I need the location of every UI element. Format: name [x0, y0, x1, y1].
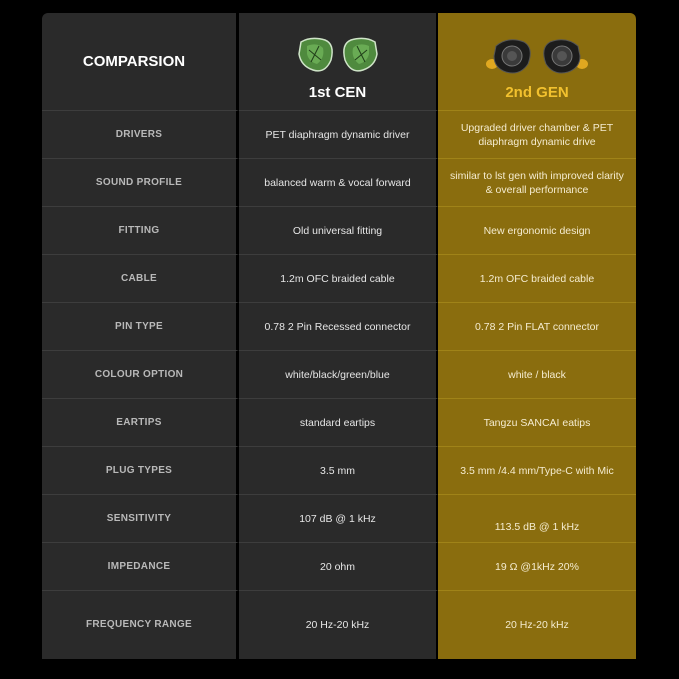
row-label-plug-types: PLUG TYPES — [42, 447, 239, 495]
gen1-sensitivity: 107 dB @ 1 kHz — [239, 495, 438, 543]
row-label-cable: CABLE — [42, 255, 239, 303]
row-label-impedance: IMPEDANCE — [42, 543, 239, 591]
row-label-sensitivity: SENSITIVITY — [42, 495, 239, 543]
gen2-sensitivity: 113.5 dB @ 1 kHz — [438, 495, 636, 543]
gen1-colour-option: white/black/green/blue — [239, 351, 438, 399]
table-title-text: COMPARSION — [82, 52, 186, 70]
gen1-cable: 1.2m OFC braided cable — [239, 255, 438, 303]
gen1-impedance: 20 ohm — [239, 543, 438, 591]
gen2-pin-type: 0.78 2 Pin FLAT connector — [438, 303, 636, 351]
gen1-drivers: PET diaphragm dynamic driver — [239, 111, 438, 159]
gen2-colour-option: white / black — [438, 351, 636, 399]
gen2-drivers: Upgraded driver chamber & PET diaphragm dynamic drive — [438, 111, 636, 159]
gen2-frequency-range: 20 Hz-20 kHz — [438, 591, 636, 659]
row-label-pin-type: PIN TYPE — [42, 303, 239, 351]
table-title — [42, 13, 239, 111]
gen2-header — [438, 13, 636, 111]
gen1-eartips: standard eartips — [239, 399, 438, 447]
gen2-cable: 1.2m OFC braided cable — [438, 255, 636, 303]
green-earphones-icon — [295, 34, 381, 78]
gen2-fitting: New ergonomic design — [438, 207, 636, 255]
row-label-colour-option: COLOUR OPTION — [42, 351, 239, 399]
gen1-pin-type: 0.78 2 Pin Recessed connector — [239, 303, 438, 351]
gen2-sound-profile: similar to lst gen with improved clarity & overall performance — [438, 159, 636, 207]
row-label-drivers: DRIVERS — [42, 111, 239, 159]
gen1-plug-types: 3.5 mm — [239, 447, 438, 495]
gen2-title: 2nd GEN — [505, 84, 569, 101]
gen1-title: 1st CEN — [308, 84, 367, 101]
gen1-sound-profile: balanced warm & vocal forward — [239, 159, 438, 207]
gen2-eartips: Tangzu SANCAI eatips — [438, 399, 636, 447]
gen1-frequency-range: 20 Hz-20 kHz — [239, 591, 438, 659]
gen2-impedance: 19 Ω @1kHz 20% — [438, 543, 636, 591]
black-earphones-icon — [482, 34, 592, 78]
gen1-header — [239, 13, 438, 111]
row-label-sound-profile: SOUND PROFILE — [42, 159, 239, 207]
gen2-plug-types: 3.5 mm /4.4 mm/Type-C with Mic — [438, 447, 636, 495]
row-label-eartips: EARTIPS — [42, 399, 239, 447]
comparison-table — [42, 13, 636, 661]
row-label-fitting: FITTING — [42, 207, 239, 255]
row-label-frequency-range: FREQUENCY RANGE — [42, 591, 239, 659]
gen1-fitting: Old universal fitting — [239, 207, 438, 255]
